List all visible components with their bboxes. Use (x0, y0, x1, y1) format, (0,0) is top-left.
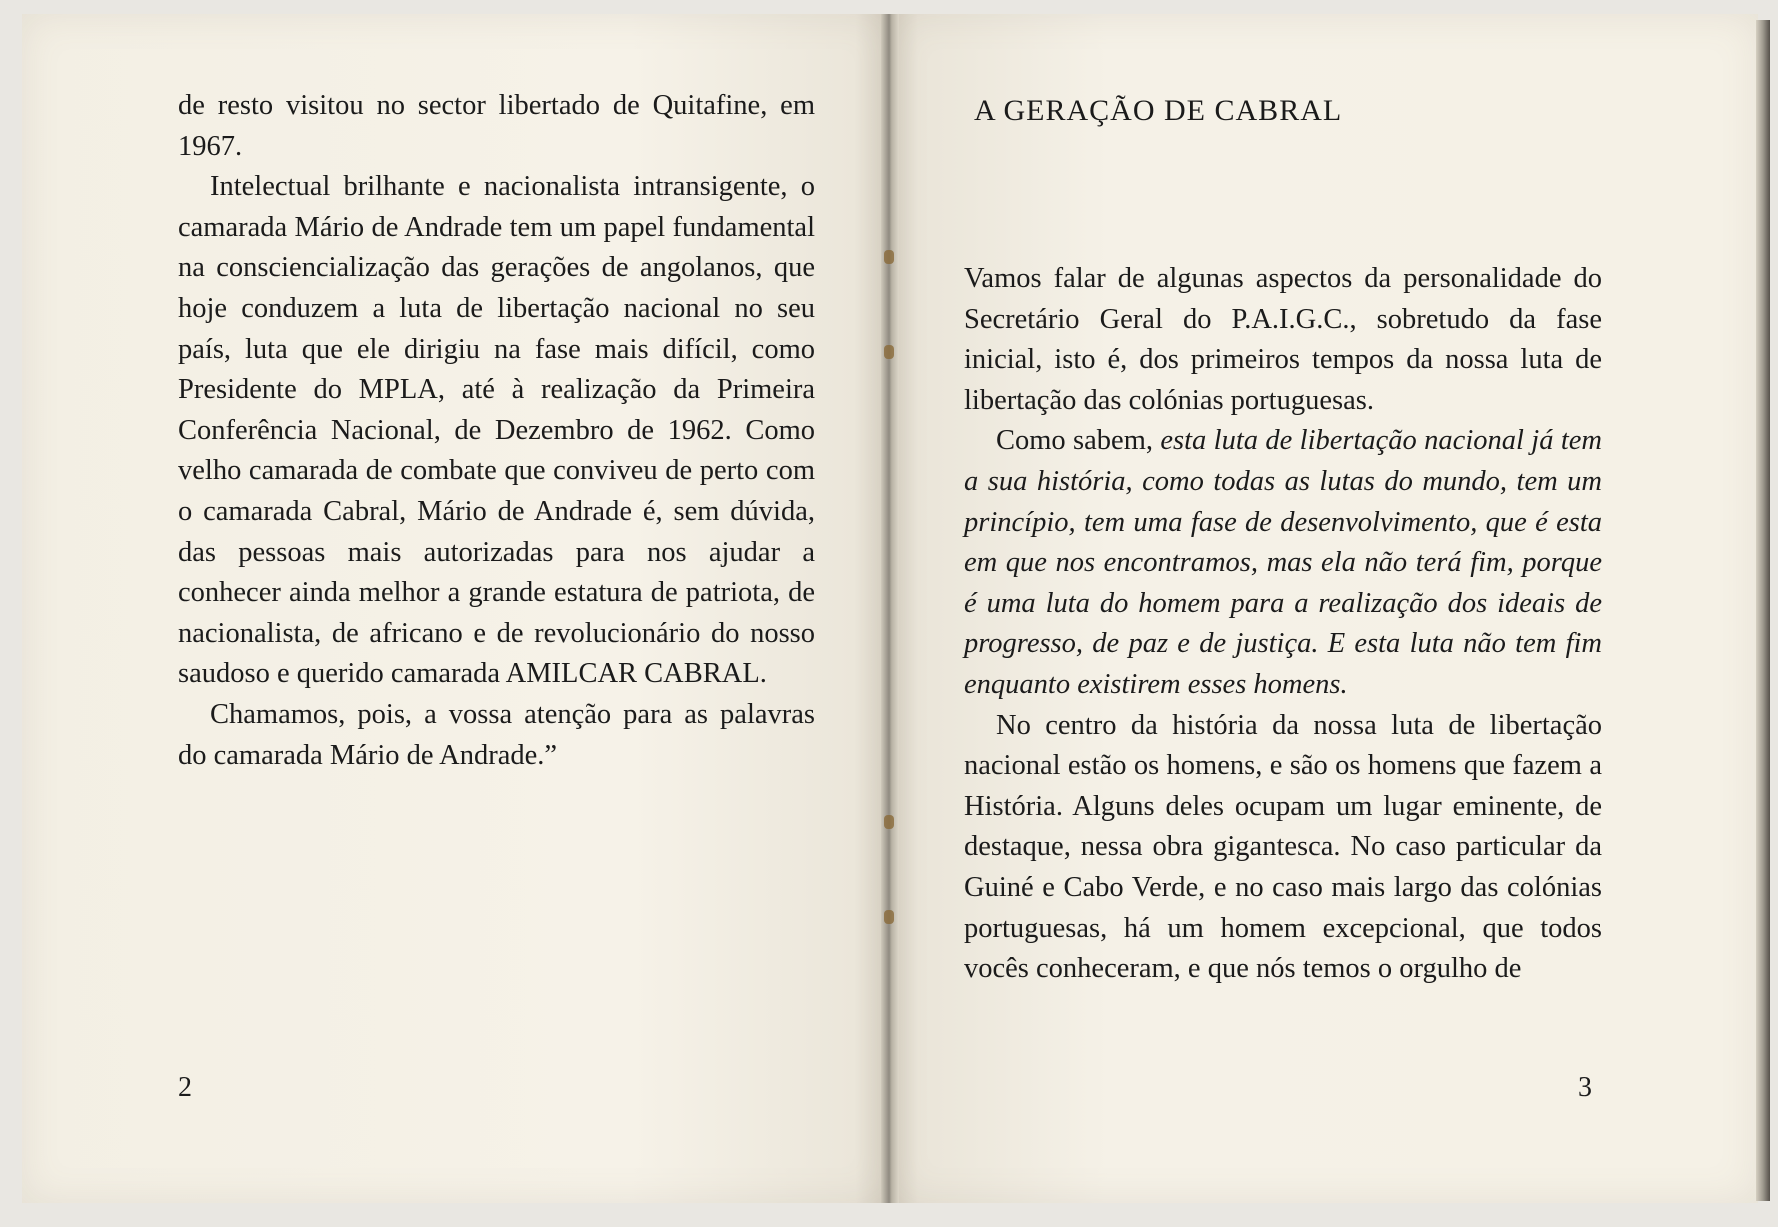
book-gutter (881, 14, 899, 1203)
left-page-number: 2 (178, 1072, 192, 1103)
left-paragraph-1: de resto visitou no sector libertado de Quitafine, em 1967. (178, 90, 815, 162)
left-page-text (178, 86, 815, 776)
staple-mark (884, 815, 894, 829)
right-page-text (964, 259, 1602, 990)
left-paragraph-3: Chamamos, pois, a vossa atenção para as palavras do camarada Mário de Andrade.” (178, 698, 815, 771)
staple-mark (884, 250, 894, 264)
staple-mark (884, 345, 894, 359)
right-paragraph-1: Vamos falar de algunas aspectos da personalidade do Secretário Geral do P.A.I.G.C., sobretudo da fase inicial, isto é, dos primeiros tempos da nossa luta de libertação das colónias portuguesas. (964, 263, 1602, 416)
right-paragraph-2-italic: esta luta de libertação nacional já tem a sua história, como todas as lutas do mundo, tem um princípio, tem uma fase de desenvolvimento, que é esta em que nos encontramos, mas ela não terá fim, porque é uma luta do homem para a realização dos ideais de progresso, de paz e de justiça. E esta luta não tem fim enquanto existirem esses homens. (964, 425, 1602, 700)
page-edge (1756, 20, 1770, 1201)
right-paragraph-2-lead: Como sabem, (996, 425, 1161, 457)
right-page-number: 3 (1578, 1072, 1592, 1103)
right-page (892, 14, 1758, 1203)
right-paragraph-3: No centro da história da nossa luta de libertação nacional estão os homens, e são os homens que fazem a História. Alguns deles ocupam um lugar eminente, de destaque, nessa obra gigantesca. No caso particular da Guiné e Cabo Verde, e no caso mais largo das colónias portuguesas, há um homem excepcional, que todos vocês conheceram, e que nós temos o orgulho de (964, 709, 1602, 985)
chapter-heading: A GERAÇÃO DE CABRAL (974, 94, 1343, 127)
left-paragraph-2: Intelectual brilhante e nacionalista intransigente, o camarada Mário de Andrade tem um papel fundamental na consciencialização das gerações de angolanos, que hoje conduzem a luta de libertação nacional no seu país, luta que ele dirigiu na fase mais difícil, como Presidente do MPLA, até à realização da Primeira Conferência Nacional, de Dezembro de 1962. Como velho camarada de combate que conviveu de perto com o camarada Cabral, Mário de Andrade é, sem dúvida, das pessoas mais autorizadas para nos ajudar a conhecer ainda melhor a grande estatura de patriota, de nacionalista, de africano e de revolucionário do nosso saudoso e querido camarada AMILCAR CABRAL. (178, 171, 815, 690)
right-paragraph-2 (964, 421, 1602, 705)
left-page (22, 14, 890, 1203)
staple-mark (884, 910, 894, 924)
